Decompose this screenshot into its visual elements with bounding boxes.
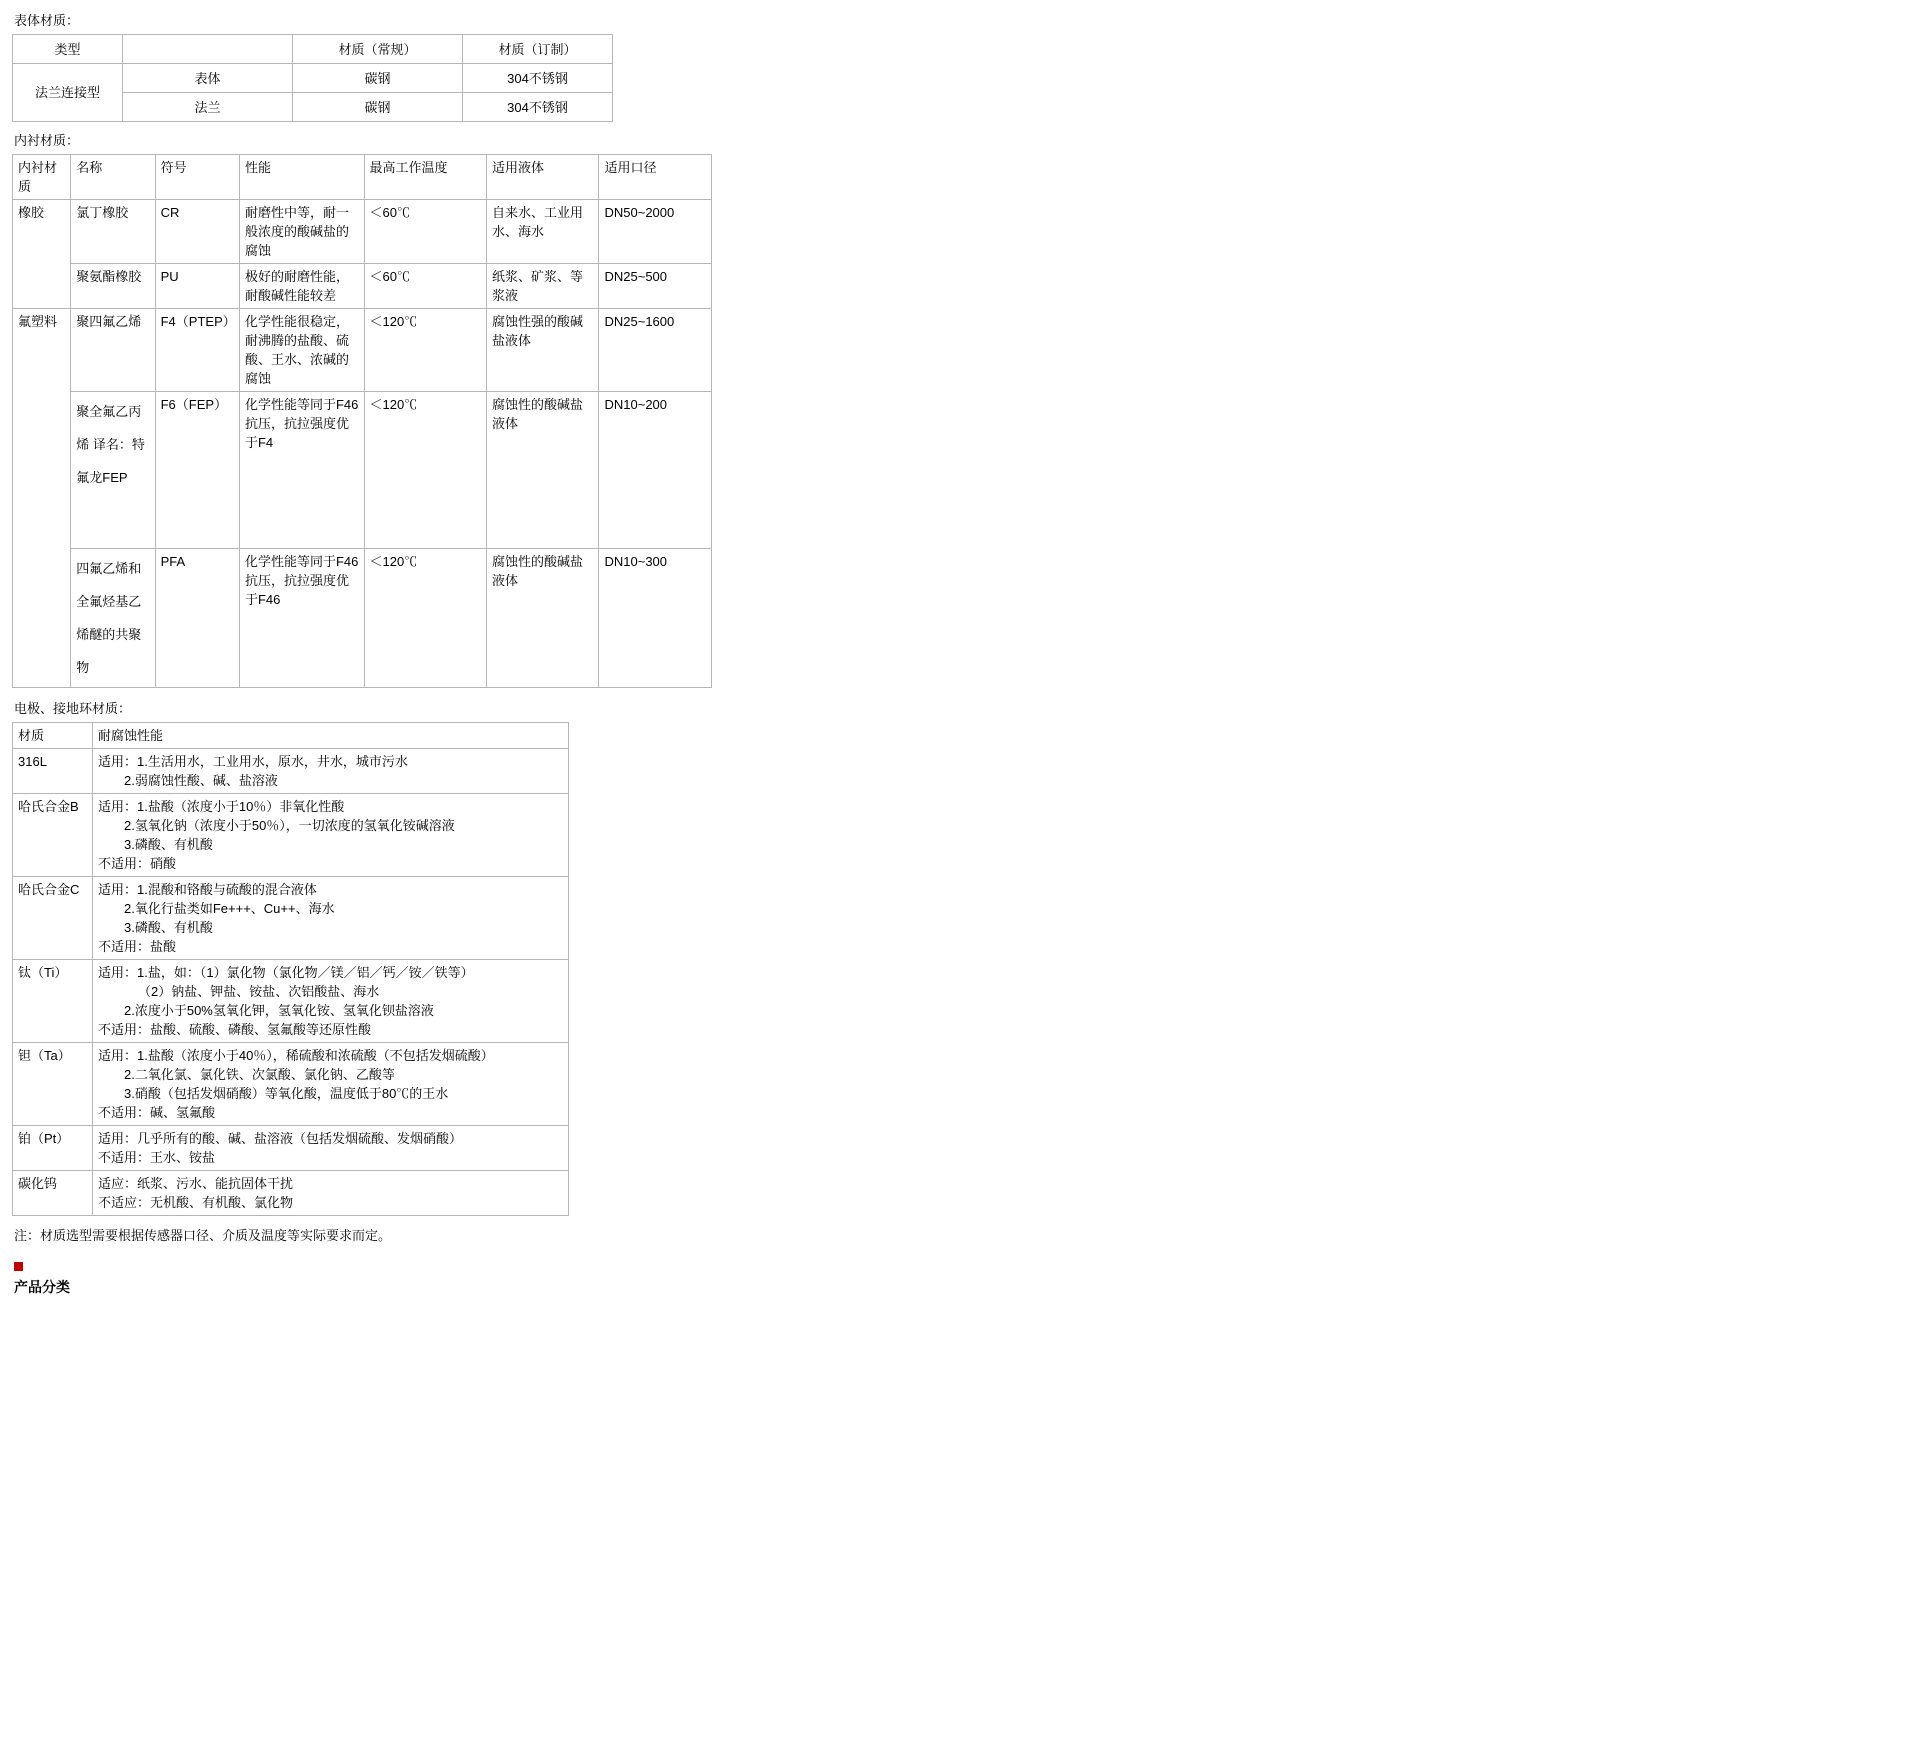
lining-performance: 化学性能等同于F46抗压，抗拉强度优于F46 [239,549,364,688]
table-row [13,877,569,960]
lining-temp: ＜120℃ [364,309,487,392]
lining-symbol: PU [155,264,239,309]
lining-header-symbol: 符号 [155,155,239,200]
body-header-custom: 材质（订制） [463,35,613,64]
lining-header-name: 名称 [71,155,155,200]
electrode-line: 2.二氧化氯、氯化铁、次氯酸、氯化钠、乙酸等 [124,1067,395,1082]
lining-diameter: DN10~200 [599,392,712,549]
product-category-block [14,1260,1920,1297]
electrode-performance [93,749,569,794]
electrode-line: 适用：1.生活用水，工业用水，原水，井水，城市污水 [98,754,408,769]
electrode-material: 碳化钨 [13,1171,93,1216]
lining-liquid: 腐蚀性的酸碱盐液体 [487,392,599,549]
lining-name: 四氟乙烯和全氟烃基乙烯醚的共聚物 [71,549,155,688]
electrode-line: 不适用：王水、铵盐 [98,1150,216,1165]
table-row [13,309,712,392]
lining-material-table [12,154,712,688]
lining-performance: 化学性能很稳定，耐沸腾的盐酸、硫酸、王水、浓碱的腐蚀 [239,309,364,392]
electrode-header-material: 材质 [13,723,93,749]
electrode-line: 不适用：盐酸 [98,939,177,954]
lining-group: 橡胶 [13,200,71,309]
lining-header-diameter: 适用口径 [599,155,712,200]
electrode-line: 不适用：碱、氢氟酸 [98,1105,216,1120]
body-row-standard: 碳钢 [293,93,463,122]
lining-header-group: 内衬材质 [13,155,71,200]
lining-name: 聚四氟乙烯 [71,309,155,392]
electrode-material: 钛（Ti） [13,960,93,1043]
lining-symbol: CR [155,200,239,264]
body-row-custom: 304不锈钢 [463,93,613,122]
lining-header-liquid: 适用液体 [487,155,599,200]
electrode-line: 适用：1.混酸和铬酸与硫酸的混合液体 [98,882,317,897]
table-row [13,749,569,794]
lining-performance: 耐磨性中等，耐一般浓度的酸碱盐的腐蚀 [239,200,364,264]
electrode-material: 钽（Ta） [13,1043,93,1126]
table-row [13,392,712,549]
body-row-part: 法兰 [123,93,293,122]
selection-note: 注：材质选型需要根据传感器口径、介质及温度等实际要求而定。 [14,1228,392,1243]
electrode-material-table [12,722,569,1216]
square-bullet-icon [14,1262,23,1271]
lining-group: 氟塑料 [13,309,71,688]
lining-name: 聚全氟乙丙烯 译名：特氟龙FEP [71,392,155,549]
table-row [13,264,712,309]
body-header-blank [123,35,293,64]
table-row [13,1171,569,1216]
electrode-material: 铂（Pt） [13,1126,93,1171]
table-row [13,1043,569,1126]
table-row [13,549,712,688]
lining-liquid: 腐蚀性强的酸碱盐液体 [487,309,599,392]
body-row-standard: 碳钢 [293,64,463,93]
lining-diameter: DN25~1600 [599,309,712,392]
electrode-line: 2.氢氧化钠（浓度小于50％），一切浓度的氢氧化铵碱溶液 [124,818,455,833]
lining-diameter: DN50~2000 [599,200,712,264]
body-row-part: 表体 [123,64,293,93]
body-material-table [12,34,613,122]
electrode-line: 适用：几乎所有的酸、碱、盐溶液（包括发烟硫酸、发烟硝酸） [98,1131,463,1146]
electrode-line: 适用：1.盐酸（浓度小于10％）非氧化性酸 [98,799,345,814]
electrode-performance [93,1043,569,1126]
lining-symbol: F4（PTEP） [155,309,239,392]
electrode-header-performance: 耐腐蚀性能 [93,723,569,749]
electrode-line: 不适应：无机酸、有机酸、氯化物 [98,1195,294,1210]
lining-header-performance: 性能 [239,155,364,200]
lining-diameter: DN25~500 [599,264,712,309]
electrode-line: 3.磷酸、有机酸 [124,920,213,935]
lining-material-label: 内衬材质： [14,133,80,148]
electrode-line: 适应：纸浆、污水、能抗固体干扰 [98,1176,294,1191]
electrode-line: 2.弱腐蚀性酸、碱、盐溶液 [124,773,278,788]
body-material-label: 表体材质： [14,13,80,28]
electrode-line: 3.磷酸、有机酸 [124,837,213,852]
body-header-type: 类型 [13,35,123,64]
lining-temp: ＜120℃ [364,549,487,688]
electrode-line: 适用：1.盐，如：（1）氯化物（氯化物／镁／铝／钙／铵／铁等） [98,965,474,980]
lining-liquid: 腐蚀性的酸碱盐液体 [487,549,599,688]
lining-diameter: DN10~300 [599,549,712,688]
body-row-custom: 304不锈钢 [463,64,613,93]
lining-temp: ＜120℃ [364,392,487,549]
lining-liquid: 自来水、工业用水、海水 [487,200,599,264]
table-row [13,200,712,264]
electrode-performance [93,1171,569,1216]
electrode-performance [93,960,569,1043]
product-category-title: 产品分类 [14,1279,70,1296]
table-row [13,1126,569,1171]
lining-performance: 化学性能等同于F46抗压，抗拉强度优于F4 [239,392,364,549]
table-row [13,64,613,93]
electrode-line: 适用：1.盐酸（浓度小于40％），稀硫酸和浓硫酸（不包括发烟硫酸） [98,1048,494,1063]
lining-temp: ＜60℃ [364,200,487,264]
electrode-performance [93,794,569,877]
table-row [13,35,613,64]
lining-name: 聚氨酯橡胶 [71,264,155,309]
body-row-type: 法兰连接型 [13,64,123,122]
lining-symbol: PFA [155,549,239,688]
table-row [13,723,569,749]
electrode-line: （2）钠盐、钾盐、铵盐、次铝酸盐、海水 [138,984,380,999]
lining-name: 氯丁橡胶 [71,200,155,264]
lining-temp: ＜60℃ [364,264,487,309]
electrode-line: 2.浓度小于50%氢氧化钾，氢氧化铵、氢氧化钡盐溶液 [124,1003,434,1018]
lining-header-temp: 最高工作温度 [364,155,487,200]
body-header-standard: 材质（常规） [293,35,463,64]
lining-symbol: F6（FEP） [155,392,239,549]
electrode-performance [93,877,569,960]
electrode-material: 316L [13,749,93,794]
table-row [13,960,569,1043]
electrode-performance [93,1126,569,1171]
table-row [13,794,569,877]
electrode-line: 不适用：盐酸、硫酸、磷酸、氢氟酸等还原性酸 [98,1022,372,1037]
electrode-line: 不适用：硝酸 [98,856,177,871]
electrode-line: 3.硝酸（包括发烟硝酸）等氧化酸，温度低于80℃的王水 [124,1086,449,1101]
electrode-material: 哈氏合金B [13,794,93,877]
electrode-material-label: 电极、接地环材质： [14,701,132,716]
electrode-line: 2.氧化行盐类如Fe+++、Cu++、海水 [124,901,335,916]
table-row [13,155,712,200]
electrode-material: 哈氏合金C [13,877,93,960]
lining-performance: 极好的耐磨性能，耐酸碱性能较差 [239,264,364,309]
lining-liquid: 纸浆、矿浆、等浆液 [487,264,599,309]
